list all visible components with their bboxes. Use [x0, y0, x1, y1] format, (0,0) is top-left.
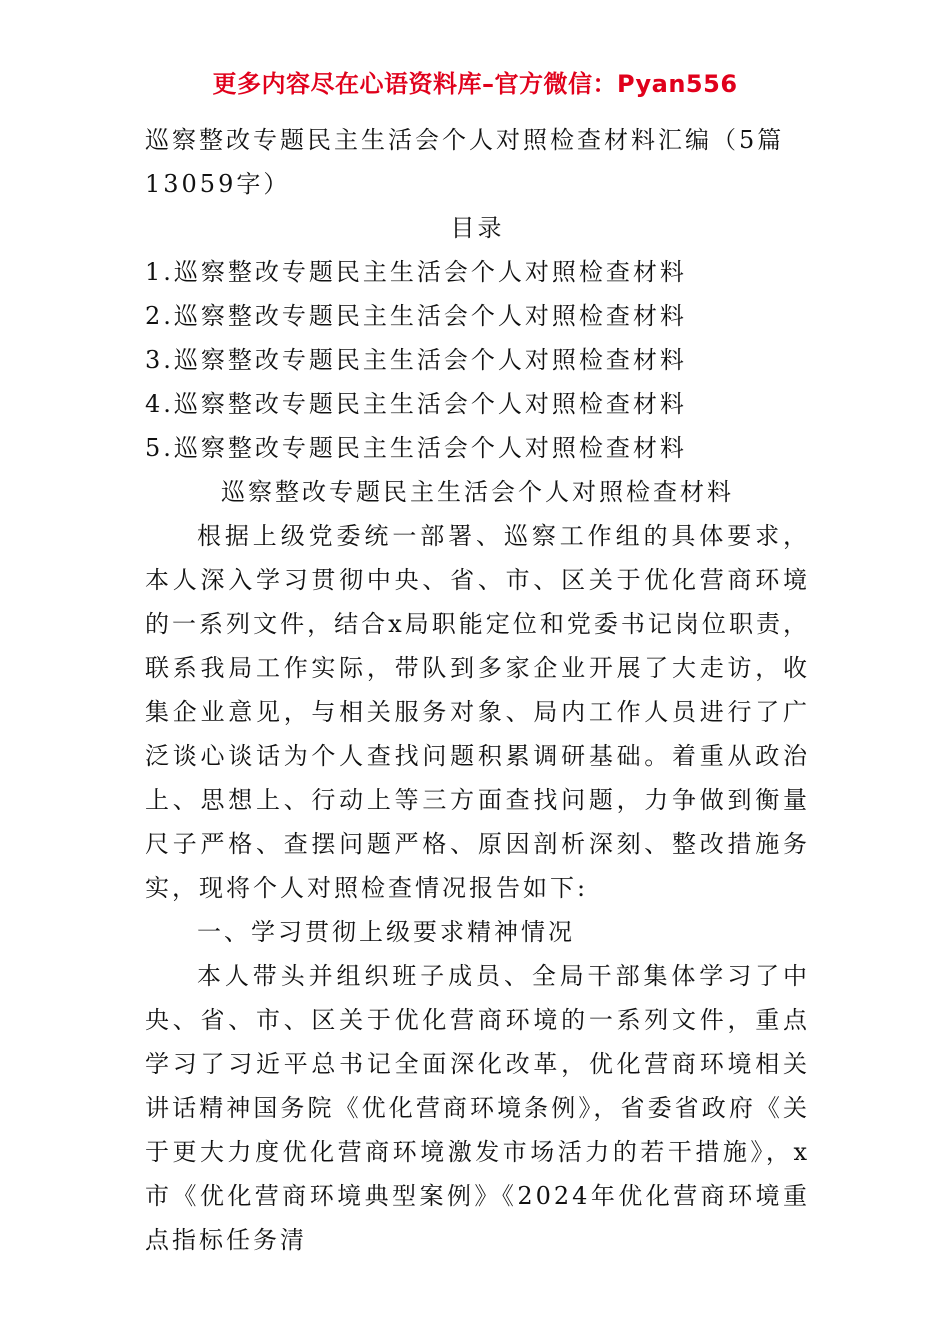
section-heading: 一、学习贯彻上级要求精神情况	[197, 918, 575, 946]
article-title: 巡察整改专题民主生活会个人对照检查材料	[221, 478, 734, 506]
promo-banner[interactable]: 更多内容尽在心语资料库–官方微信：Pyan556	[212, 70, 738, 98]
intro-paragraph: 根据上级党委统一部署、巡察工作组的具体要求，本人深入学习贯彻中央、省、市、区关于优化营商环境的一系列文件，结合x局职能定位和党委书记岗位职责，联系我局工作实际，带队到多家企业开展了大走访，收集企业意见，与相关服务对象、局内工作人员进行了广泛谈心谈话为个人查找问题积累调研基础。着重从政治上、思想上、行动上等三方面查找问题，力争做到衡量尺子严格、查摆问题严格、原因剖析深刻、整改措施务实，现将个人对照检查情况报告如下:	[145, 522, 810, 902]
toc-item: 3.巡察整改专题民主生活会个人对照检查材料	[145, 346, 687, 374]
toc-item: 1.巡察整改专题民主生活会个人对照检查材料	[145, 258, 687, 286]
section-paragraph: 本人带头并组织班子成员、全局干部集体学习了中央、省、市、区关于优化营商环境的一系列文件，重点学习了习近平总书记全面深化改革，优化营商环境相关讲话精神国务院《优化营商环境条例》，省委省政府《关于更大力度优化营商环境激发市场活力的若干措施》，x市《优化营商环境典型案例》《2024年优化营商环境重点指标任务清	[145, 962, 810, 1254]
toc-heading: 目录	[450, 214, 505, 242]
collection-title-line-2: 13059字）	[145, 170, 291, 198]
document-body	[145, 118, 810, 1262]
collection-title-line-1: 巡察整改专题民主生活会个人对照检查材料汇编（5篇	[145, 126, 785, 154]
toc-item: 2.巡察整改专题民主生活会个人对照检查材料	[145, 302, 687, 330]
toc-item: 5.巡察整改专题民主生活会个人对照检查材料	[145, 434, 687, 462]
table-of-contents	[145, 250, 810, 470]
toc-item: 4.巡察整改专题民主生活会个人对照检查材料	[145, 390, 687, 418]
